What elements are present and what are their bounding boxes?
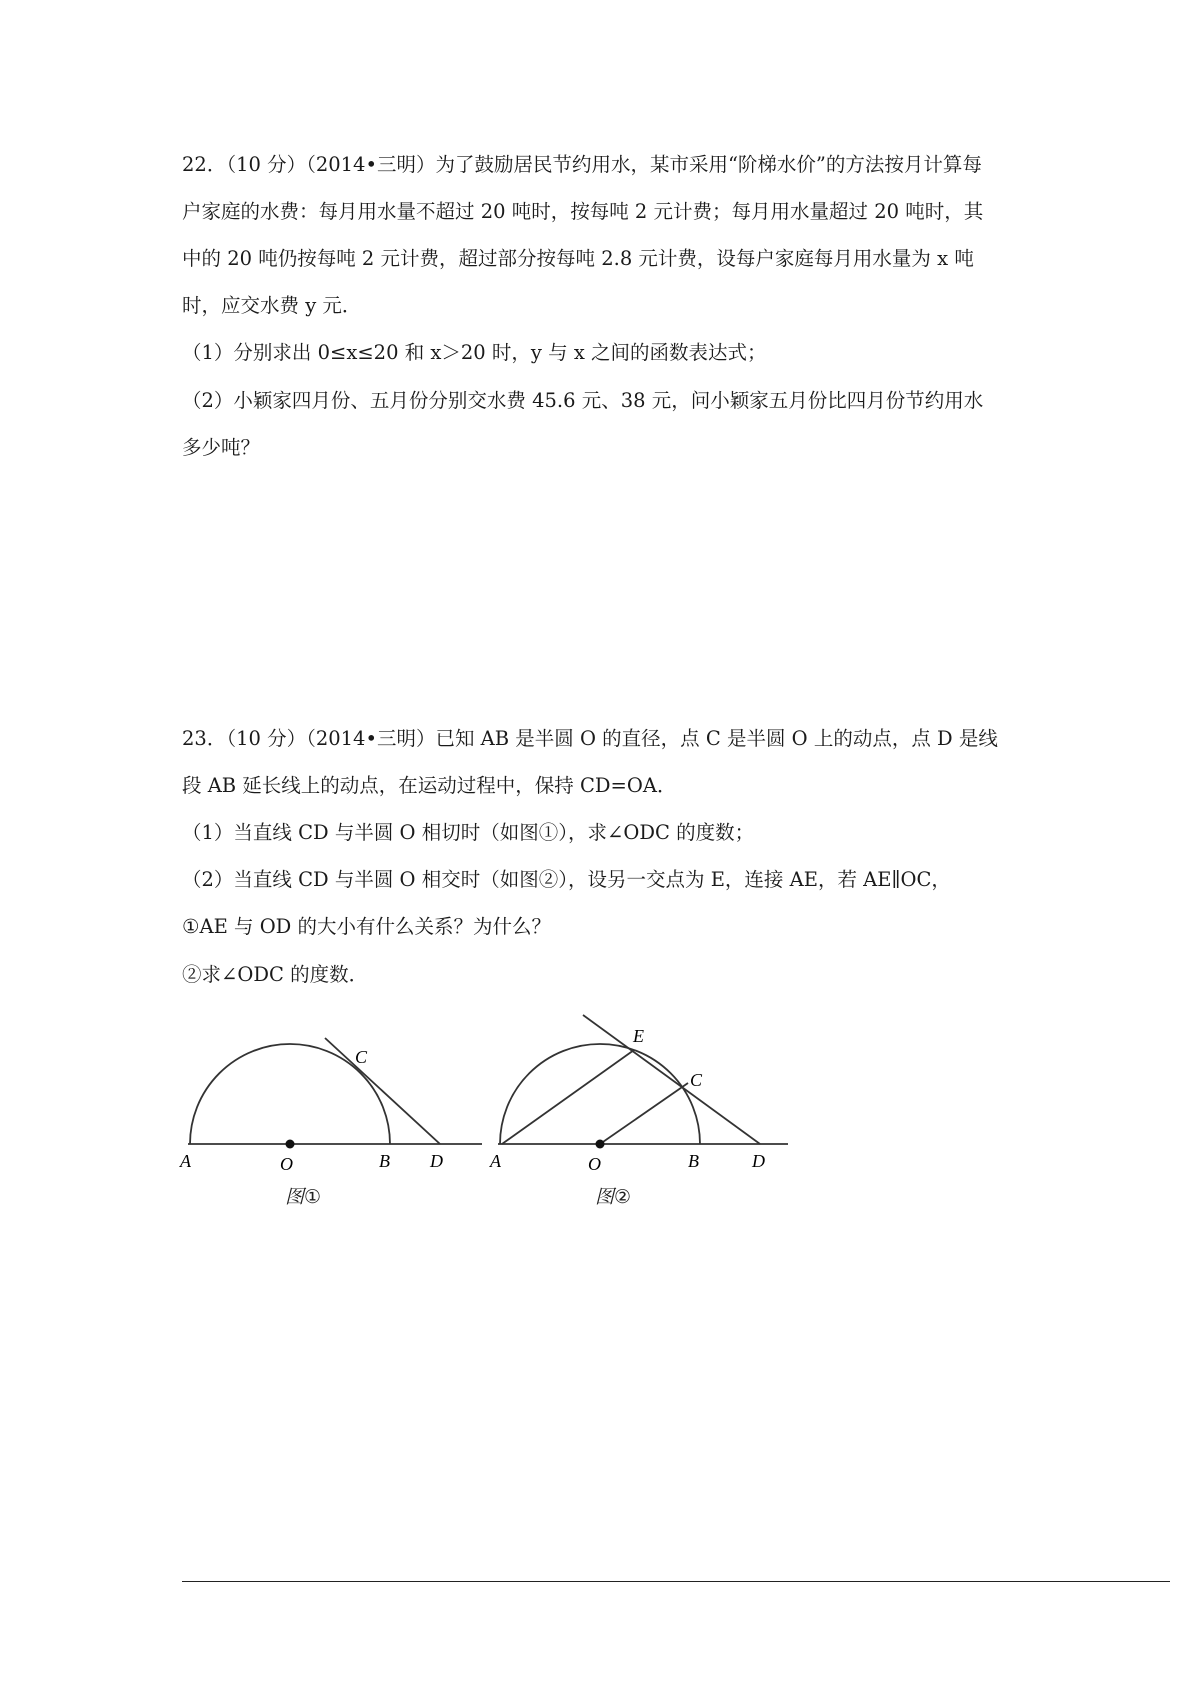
q22-part-2-cont: 多少吨？ (182, 436, 261, 459)
fig1-label-a: A (180, 1151, 191, 1171)
footer-rule (182, 1581, 1170, 1582)
fig1-tangent-cd (325, 1038, 440, 1144)
q23-line-2: 段 AB 延长线上的动点，在运动过程中，保持 CD=OA． (182, 774, 677, 797)
q22-part-2: （2）小颖家四月份、五月份分别交水费 45.6 元、38 元，问小颖家五月份比四月份节约用水 (182, 389, 984, 412)
q23-part-1: （1）当直线 CD 与半圆 O 相切时（如图①），求∠ODC 的度数； (182, 821, 755, 844)
fig1-caption: 图① (285, 1186, 322, 1208)
q23-sub-1: ①AE 与 OD 的大小有什么关系？为什么？ (182, 915, 552, 938)
fig2-label-e: E (633, 1026, 644, 1046)
fig2-label-c: C (690, 1070, 703, 1090)
fig2-label-o: O (588, 1154, 601, 1174)
fig2-semicircle (500, 1044, 700, 1144)
q22-line-1: 22．（10 分）（2014•三明）为了鼓励居民节约用水，某市采用“阶梯水价”的方法按月计算每 (182, 153, 982, 176)
fig1-label-d: D (430, 1151, 443, 1171)
q22-line-4: 时，应交水费 y 元． (182, 294, 362, 317)
fig2-label-a: A (490, 1151, 501, 1171)
q22-line-3: 中的 20 吨仍按每吨 2 元计费，超过部分按每吨 2.8 元计费，设每户家庭每月用水量为 x 吨 (182, 247, 974, 270)
q22-part-1: （1）分别求出 0≤x≤20 和 x＞20 时，y 与 x 之间的函数表达式； (182, 341, 767, 364)
q22-line-2: 户家庭的水费：每月用水量不超过 20 吨时，按每吨 2 元计费；每月用水量超过 20 吨时，其 (182, 200, 984, 223)
fig2-secant-de (583, 1015, 760, 1144)
q23-line-1: 23．（10 分）（2014•三明）已知 AB 是半圆 O 的直径，点 C 是半圆 O 上的动点，点 D 是线 (182, 727, 998, 750)
figure-1 (188, 1038, 482, 1144)
fig1-label-c: C (355, 1047, 368, 1067)
fig1-label-b: B (379, 1151, 390, 1171)
fig2-caption: 图② (595, 1186, 632, 1208)
fig2-segment-oc (600, 1083, 688, 1144)
fig2-chord-ae (502, 1050, 634, 1144)
fig1-label-o: O (280, 1154, 293, 1174)
q23-sub-2: ②求∠ODC 的度数． (182, 963, 369, 986)
fig2-label-d: D (752, 1151, 765, 1171)
fig1-center-point (286, 1140, 295, 1149)
fig2-center-point (596, 1140, 605, 1149)
fig2-label-b: B (688, 1151, 699, 1171)
q23-part-2: （2）当直线 CD 与半圆 O 相交时（如图②），设另一交点为 E，连接 AE，若 AE∥OC， (182, 868, 951, 891)
